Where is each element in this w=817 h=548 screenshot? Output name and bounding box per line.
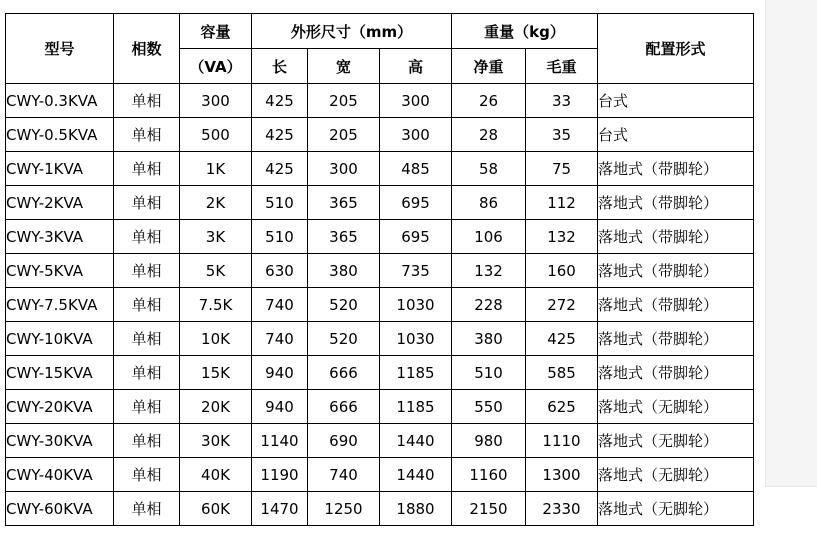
header-config: 配置形式 — [598, 14, 754, 84]
cell-height: 485 — [380, 152, 452, 186]
cell-length: 425 — [252, 118, 308, 152]
cell-width: 365 — [308, 186, 380, 220]
cell-height: 1185 — [380, 356, 452, 390]
cell-height: 695 — [380, 220, 452, 254]
spec-table — [5, 13, 754, 526]
cell-length: 940 — [252, 356, 308, 390]
cell-gross-weight: 585 — [526, 356, 598, 390]
cell-config: 落地式（无脚轮） — [598, 492, 754, 526]
cell-length: 740 — [252, 288, 308, 322]
cell-gross-weight: 625 — [526, 390, 598, 424]
cell-height: 735 — [380, 254, 452, 288]
cell-net-weight: 550 — [452, 390, 526, 424]
cell-width: 666 — [308, 356, 380, 390]
cell-model: CWY-40KVA — [6, 458, 114, 492]
cell-phase: 单相 — [114, 84, 180, 118]
cell-net-weight: 58 — [452, 152, 526, 186]
cell-config: 落地式（无脚轮） — [598, 390, 754, 424]
cell-net-weight: 28 — [452, 118, 526, 152]
cell-height: 695 — [380, 186, 452, 220]
cell-gross-weight: 35 — [526, 118, 598, 152]
cell-net-weight: 26 — [452, 84, 526, 118]
table-row — [6, 84, 754, 118]
cell-gross-weight: 132 — [526, 220, 598, 254]
cell-net-weight: 380 — [452, 322, 526, 356]
cell-phase: 单相 — [114, 458, 180, 492]
table-row — [6, 254, 754, 288]
cell-length: 1140 — [252, 424, 308, 458]
cell-config: 落地式（带脚轮） — [598, 220, 754, 254]
cell-gross-weight: 160 — [526, 254, 598, 288]
cell-width: 380 — [308, 254, 380, 288]
cell-capacity: 7.5K — [180, 288, 252, 322]
cell-phase: 单相 — [114, 492, 180, 526]
table-row — [6, 492, 754, 526]
cell-net-weight: 1160 — [452, 458, 526, 492]
cell-height: 1440 — [380, 458, 452, 492]
cell-width: 690 — [308, 424, 380, 458]
cell-config: 落地式（无脚轮） — [598, 424, 754, 458]
table-row — [6, 390, 754, 424]
cell-width: 740 — [308, 458, 380, 492]
cell-model: CWY-20KVA — [6, 390, 114, 424]
cell-net-weight: 510 — [452, 356, 526, 390]
side-panel — [765, 0, 817, 487]
cell-height: 1185 — [380, 390, 452, 424]
cell-gross-weight: 112 — [526, 186, 598, 220]
cell-phase: 单相 — [114, 118, 180, 152]
cell-config: 台式 — [598, 84, 754, 118]
cell-model: CWY-60KVA — [6, 492, 114, 526]
cell-gross-weight: 33 — [526, 84, 598, 118]
cell-capacity: 20K — [180, 390, 252, 424]
cell-height: 1030 — [380, 322, 452, 356]
header-length: 长 — [252, 49, 308, 84]
cell-capacity: 30K — [180, 424, 252, 458]
cell-width: 520 — [308, 322, 380, 356]
header-phase: 相数 — [114, 14, 180, 84]
cell-width: 365 — [308, 220, 380, 254]
cell-phase: 单相 — [114, 356, 180, 390]
cell-length: 1470 — [252, 492, 308, 526]
table-row — [6, 458, 754, 492]
cell-model: CWY-1KVA — [6, 152, 114, 186]
cell-phase: 单相 — [114, 424, 180, 458]
cell-net-weight: 2150 — [452, 492, 526, 526]
cell-gross-weight: 425 — [526, 322, 598, 356]
cell-capacity: 300 — [180, 84, 252, 118]
table-header — [6, 14, 754, 84]
cell-phase: 单相 — [114, 220, 180, 254]
cell-length: 1190 — [252, 458, 308, 492]
cell-width: 520 — [308, 288, 380, 322]
cell-model: CWY-3KVA — [6, 220, 114, 254]
cell-capacity: 10K — [180, 322, 252, 356]
cell-capacity: 15K — [180, 356, 252, 390]
cell-net-weight: 86 — [452, 186, 526, 220]
cell-config: 台式 — [598, 118, 754, 152]
cell-model: CWY-5KVA — [6, 254, 114, 288]
header-gross-weight: 毛重 — [526, 49, 598, 84]
cell-gross-weight: 1110 — [526, 424, 598, 458]
cell-width: 300 — [308, 152, 380, 186]
cell-model: CWY-7.5KVA — [6, 288, 114, 322]
table-row — [6, 288, 754, 322]
cell-gross-weight: 272 — [526, 288, 598, 322]
cell-length: 740 — [252, 322, 308, 356]
cell-config: 落地式（带脚轮） — [598, 254, 754, 288]
table-row — [6, 220, 754, 254]
table-body — [6, 84, 754, 526]
cell-capacity: 40K — [180, 458, 252, 492]
cell-capacity: 3K — [180, 220, 252, 254]
cell-capacity: 500 — [180, 118, 252, 152]
cell-net-weight: 106 — [452, 220, 526, 254]
cell-model: CWY-0.5KVA — [6, 118, 114, 152]
cell-gross-weight: 1300 — [526, 458, 598, 492]
cell-capacity: 60K — [180, 492, 252, 526]
cell-width: 205 — [308, 118, 380, 152]
cell-length: 510 — [252, 186, 308, 220]
cell-length: 940 — [252, 390, 308, 424]
cell-gross-weight: 2330 — [526, 492, 598, 526]
cell-config: 落地式（无脚轮） — [598, 458, 754, 492]
header-width: 宽 — [308, 49, 380, 84]
header-weight: 重量（kg） — [452, 14, 598, 49]
cell-height: 1440 — [380, 424, 452, 458]
cell-phase: 单相 — [114, 152, 180, 186]
cell-model: CWY-30KVA — [6, 424, 114, 458]
cell-length: 425 — [252, 152, 308, 186]
cell-gross-weight: 75 — [526, 152, 598, 186]
cell-config: 落地式（带脚轮） — [598, 186, 754, 220]
cell-height: 300 — [380, 84, 452, 118]
cell-length: 425 — [252, 84, 308, 118]
cell-config: 落地式（带脚轮） — [598, 152, 754, 186]
cell-config: 落地式（带脚轮） — [598, 288, 754, 322]
cell-model: CWY-15KVA — [6, 356, 114, 390]
cell-phase: 单相 — [114, 186, 180, 220]
header-capacity-unit: （VA） — [180, 49, 252, 84]
cell-length: 510 — [252, 220, 308, 254]
cell-length: 630 — [252, 254, 308, 288]
header-capacity: 容量 — [180, 14, 252, 49]
cell-model: CWY-2KVA — [6, 186, 114, 220]
table-row — [6, 322, 754, 356]
table-row — [6, 118, 754, 152]
cell-width: 666 — [308, 390, 380, 424]
table-row — [6, 186, 754, 220]
cell-capacity: 2K — [180, 186, 252, 220]
header-height: 高 — [380, 49, 452, 84]
cell-model: CWY-0.3KVA — [6, 84, 114, 118]
table-row — [6, 356, 754, 390]
cell-phase: 单相 — [114, 288, 180, 322]
cell-net-weight: 980 — [452, 424, 526, 458]
header-dimensions: 外形尺寸（mm） — [252, 14, 452, 49]
cell-height: 1880 — [380, 492, 452, 526]
cell-phase: 单相 — [114, 254, 180, 288]
cell-net-weight: 228 — [452, 288, 526, 322]
cell-capacity: 1K — [180, 152, 252, 186]
cell-width: 1250 — [308, 492, 380, 526]
cell-height: 1030 — [380, 288, 452, 322]
cell-height: 300 — [380, 118, 452, 152]
cell-width: 205 — [308, 84, 380, 118]
cell-config: 落地式（带脚轮） — [598, 356, 754, 390]
cell-config: 落地式（带脚轮） — [598, 322, 754, 356]
table-row — [6, 424, 754, 458]
cell-model: CWY-10KVA — [6, 322, 114, 356]
cell-phase: 单相 — [114, 322, 180, 356]
cell-net-weight: 132 — [452, 254, 526, 288]
header-net-weight: 净重 — [452, 49, 526, 84]
cell-phase: 单相 — [114, 390, 180, 424]
cell-capacity: 5K — [180, 254, 252, 288]
header-model: 型号 — [6, 14, 114, 84]
table-row — [6, 152, 754, 186]
